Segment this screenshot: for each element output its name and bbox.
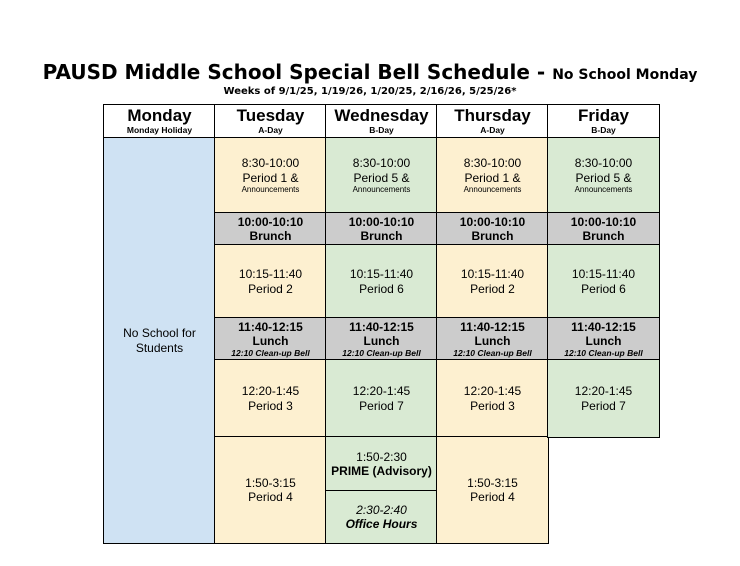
tuesday-period-3 bbox=[214, 359, 327, 438]
thursday-period-3 bbox=[436, 359, 549, 438]
day-sub: A-Day bbox=[480, 125, 505, 136]
time: 11:40-12:15 bbox=[349, 319, 414, 334]
time: 10:15-11:40 bbox=[238, 267, 303, 282]
time: 10:00-10:10 bbox=[570, 214, 637, 229]
friday-period-7 bbox=[547, 359, 660, 438]
time: 10:00-10:10 bbox=[237, 214, 304, 229]
period: Period 3 bbox=[470, 398, 515, 413]
thursday-brunch bbox=[436, 212, 549, 246]
time: 10:00-10:10 bbox=[459, 214, 526, 229]
bell: 12:10 Clean-up Bell bbox=[231, 348, 310, 359]
label: Office Hours bbox=[345, 517, 418, 531]
period: Period 3 bbox=[248, 398, 293, 413]
time: 1:50-3:15 bbox=[245, 475, 296, 490]
day-sub: B-Day bbox=[369, 125, 394, 136]
bell: 12:10 Clean-up Bell bbox=[564, 348, 643, 359]
tuesday-period-2 bbox=[214, 244, 327, 319]
friday-period-5 bbox=[547, 137, 660, 214]
friday-brunch bbox=[547, 212, 660, 246]
note: Announcements bbox=[574, 185, 633, 195]
time: 11:40-12:15 bbox=[460, 319, 525, 334]
label: Brunch bbox=[582, 229, 625, 243]
wednesday-period-6 bbox=[325, 244, 438, 319]
time: 12:20-1:45 bbox=[352, 384, 411, 399]
monday-note-line1: No School for bbox=[123, 326, 196, 341]
thursday-lunch bbox=[436, 317, 549, 361]
schedule-table bbox=[103, 104, 662, 544]
thursday-period-1 bbox=[436, 137, 549, 214]
period: Period 1 & bbox=[464, 170, 521, 185]
time: 10:15-11:40 bbox=[571, 267, 636, 282]
label: Brunch bbox=[360, 229, 403, 243]
time: 12:20-1:45 bbox=[574, 384, 633, 399]
time: 11:40-12:15 bbox=[238, 319, 303, 334]
period: Period 6 bbox=[581, 281, 626, 296]
period: Period 2 bbox=[470, 281, 515, 296]
day-sub: A-Day bbox=[258, 125, 283, 136]
title-sub: No School Monday bbox=[552, 67, 698, 83]
day-name: Tuesday bbox=[236, 106, 305, 126]
time: 8:30-10:00 bbox=[463, 156, 522, 171]
time: 11:40-12:15 bbox=[571, 319, 636, 334]
weeks-subtitle: Weeks of 9/1/25, 1/19/26, 1/20/25, 2/16/26, 5/25/26* bbox=[223, 86, 517, 97]
period: Period 7 bbox=[581, 398, 626, 413]
label: Lunch bbox=[585, 333, 622, 348]
monday-note-line2: Students bbox=[135, 340, 184, 355]
header-friday bbox=[547, 104, 660, 139]
wednesday-office-hours bbox=[325, 490, 438, 544]
time: 10:00-10:10 bbox=[348, 214, 415, 229]
header-wednesday bbox=[325, 104, 438, 139]
time: 12:20-1:45 bbox=[241, 384, 300, 399]
period: Period 6 bbox=[359, 281, 404, 296]
time: 2:30-2:40 bbox=[356, 502, 407, 517]
friday-lunch bbox=[547, 317, 660, 361]
friday-period-6 bbox=[547, 244, 660, 319]
header-monday bbox=[103, 104, 216, 139]
tuesday-lunch bbox=[214, 317, 327, 361]
note: Announcements bbox=[241, 185, 300, 195]
day-name: Monday bbox=[127, 106, 192, 126]
label: PRIME (Advisory) bbox=[331, 464, 432, 478]
time: 10:15-11:40 bbox=[460, 267, 525, 282]
bell: 12:10 Clean-up Bell bbox=[342, 348, 421, 359]
wednesday-period-7 bbox=[325, 359, 438, 438]
time: 12:20-1:45 bbox=[463, 384, 522, 399]
time: 8:30-10:00 bbox=[241, 156, 300, 171]
tuesday-brunch bbox=[214, 212, 327, 246]
time: 1:50-3:15 bbox=[467, 475, 518, 490]
label: Lunch bbox=[252, 333, 289, 348]
label: Brunch bbox=[471, 229, 514, 243]
day-name: Friday bbox=[577, 106, 630, 126]
header-thursday bbox=[436, 104, 549, 139]
note: Announcements bbox=[352, 185, 411, 195]
wednesday-prime bbox=[325, 436, 438, 492]
label: Lunch bbox=[363, 333, 400, 348]
wednesday-period-5 bbox=[325, 137, 438, 214]
time: 8:30-10:00 bbox=[574, 156, 633, 171]
period: Period 1 & bbox=[242, 170, 299, 185]
period: Period 5 & bbox=[575, 170, 632, 185]
label: Lunch bbox=[474, 333, 511, 348]
thursday-period-2 bbox=[436, 244, 549, 319]
period: Period 5 & bbox=[353, 170, 410, 185]
tuesday-period-4 bbox=[214, 436, 327, 544]
page-title bbox=[0, 60, 740, 84]
time: 1:50-2:30 bbox=[356, 449, 407, 464]
day-name: Wednesday bbox=[334, 106, 429, 126]
day-name: Thursday bbox=[454, 106, 531, 126]
period: Period 4 bbox=[470, 490, 515, 504]
time: 8:30-10:00 bbox=[352, 156, 411, 171]
period: Period 7 bbox=[359, 398, 404, 413]
time: 10:15-11:40 bbox=[349, 267, 414, 282]
period: Period 4 bbox=[248, 490, 293, 504]
monday-holiday-cell bbox=[103, 137, 216, 544]
header-tuesday bbox=[214, 104, 327, 139]
note: Announcements bbox=[463, 185, 522, 195]
wednesday-lunch bbox=[325, 317, 438, 361]
day-sub: Monday Holiday bbox=[126, 125, 193, 136]
day-sub: B-Day bbox=[591, 125, 616, 136]
label: Brunch bbox=[249, 229, 292, 243]
bell: 12:10 Clean-up Bell bbox=[453, 348, 532, 359]
thursday-period-4 bbox=[436, 436, 549, 544]
wednesday-brunch bbox=[325, 212, 438, 246]
title-main: PAUSD Middle School Special Bell Schedule - bbox=[42, 60, 553, 84]
tuesday-period-1 bbox=[214, 137, 327, 214]
period: Period 2 bbox=[248, 281, 293, 296]
